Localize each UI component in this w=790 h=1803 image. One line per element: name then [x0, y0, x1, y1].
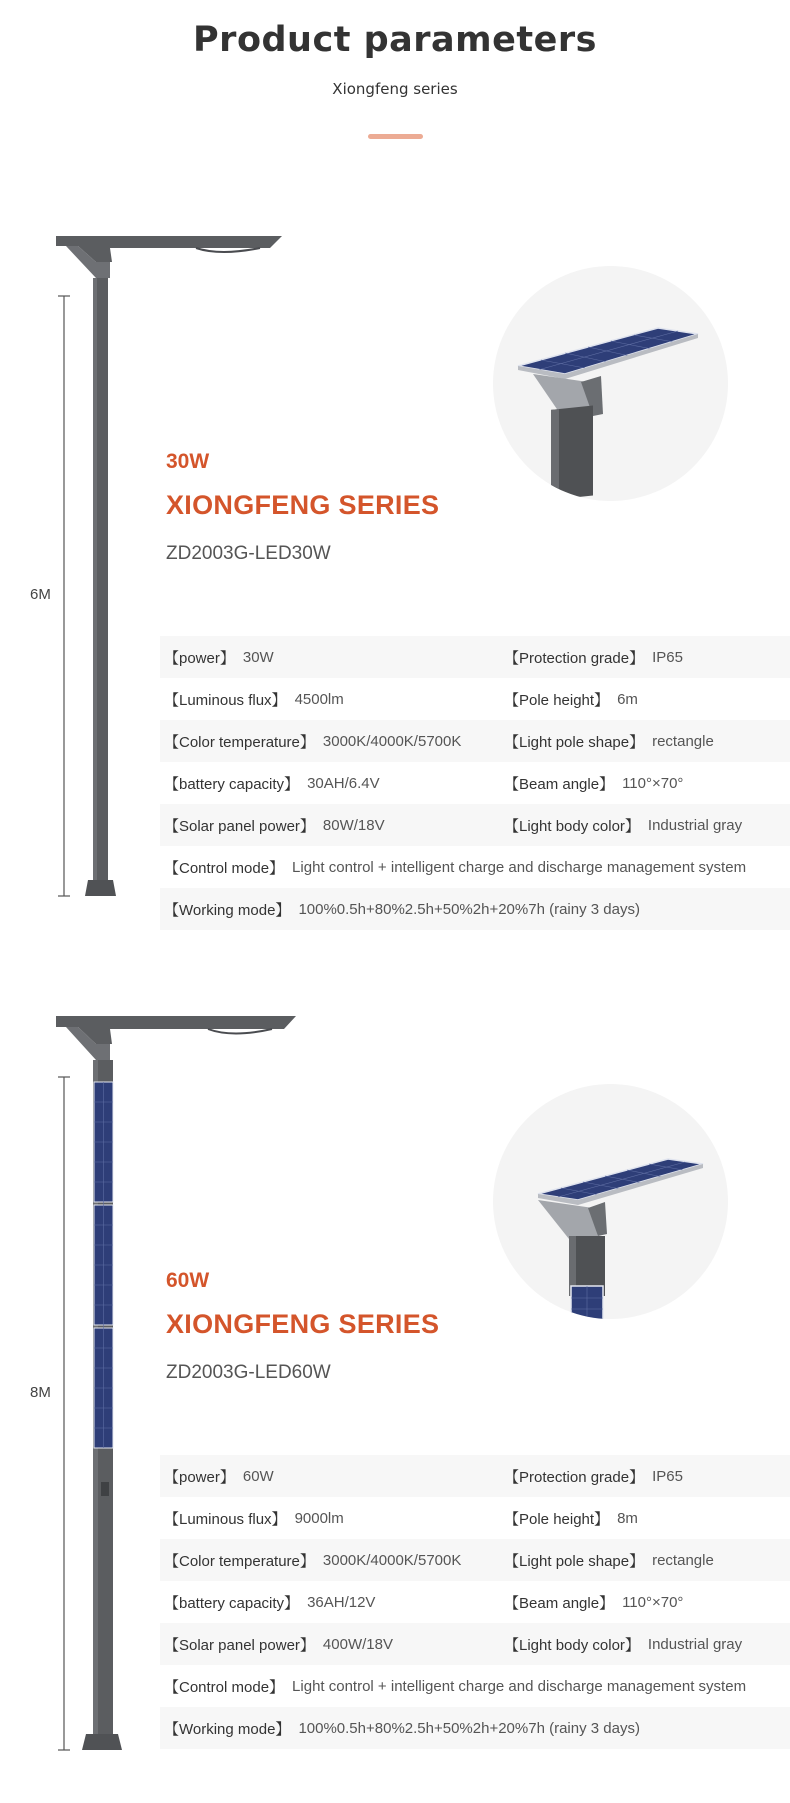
- spec-value: Light control + intelligent charge and discharge management system: [292, 858, 747, 876]
- spec-key: 【Light body color】: [504, 1636, 640, 1654]
- spec-value: 80W/18V: [322, 816, 385, 834]
- spec-value: IP65: [652, 648, 683, 666]
- spec-value: 9000lm: [294, 1509, 344, 1527]
- spec-value: 3000K/4000K/5700K: [322, 732, 462, 750]
- spec-value: 110°×70°: [622, 1593, 684, 1611]
- spec-key: 【Beam angle】: [504, 775, 615, 793]
- spec-row: [160, 1539, 790, 1581]
- spec-value: 4500lm: [294, 690, 344, 708]
- spec-value: 36AH/12V: [307, 1593, 376, 1611]
- product-series: XIONGFENG SERIES: [166, 1309, 440, 1339]
- spec-value: IP65: [652, 1467, 683, 1485]
- spec-key: 【Protection grade】: [504, 1468, 645, 1486]
- spec-key: 【Color temperature】: [164, 733, 315, 751]
- spec-row: [160, 1665, 790, 1707]
- spec-value: Industrial gray: [647, 1635, 743, 1653]
- spec-key: 【battery capacity】: [164, 775, 300, 793]
- spec-key: 【Luminous flux】: [164, 691, 287, 709]
- spec-key: 【Light body color】: [504, 817, 640, 835]
- spec-key: 【Solar panel power】: [164, 817, 315, 835]
- spec-row: [160, 1455, 790, 1497]
- lamp-head-thumbnail: [493, 1084, 728, 1319]
- spec-key: 【Working mode】: [164, 901, 291, 919]
- page-subtitle: Xiongfeng series: [332, 80, 458, 98]
- height-label: 8M: [30, 1384, 51, 1401]
- spec-key: 【Luminous flux】: [164, 1510, 287, 1528]
- spec-key: 【Pole height】: [504, 1510, 610, 1528]
- spec-key: 【Protection grade】: [504, 649, 645, 667]
- lamp-arm: [56, 1016, 296, 1044]
- height-label: 6M: [30, 586, 51, 603]
- lamp-cable: [208, 1029, 272, 1034]
- spec-value: Industrial gray: [647, 816, 743, 834]
- spec-value: 100%0.5h+80%2.5h+50%2h+20%7h (rainy 3 days): [298, 900, 640, 918]
- product-wattage: 60W: [166, 1269, 210, 1292]
- solar-panel-head: [538, 1159, 703, 1205]
- pole-solar-panels: [94, 1082, 113, 1448]
- spec-key: 【battery capacity】: [164, 1594, 300, 1612]
- spec-key: 【Light pole shape】: [504, 1552, 645, 1570]
- spec-value: 110°×70°: [622, 774, 684, 792]
- spec-key: 【Pole height】: [504, 691, 610, 709]
- spec-row: [160, 1623, 790, 1665]
- lamp-neck: [538, 1200, 598, 1239]
- spec-value: rectangle: [652, 732, 714, 750]
- spec-value: Light control + intelligent charge and discharge management system: [292, 1677, 747, 1695]
- spec-row: [160, 1497, 790, 1539]
- spec-key: 【Control mode】: [164, 1678, 285, 1696]
- product-series: XIONGFENG SERIES: [166, 490, 440, 520]
- height-dimension-line: [58, 1077, 70, 1750]
- product-model: ZD2003G-LED60W: [166, 1362, 331, 1383]
- spec-value: 60W: [242, 1467, 274, 1485]
- pole-base: [82, 1734, 122, 1750]
- spec-row: [160, 1707, 790, 1749]
- spec-value: 6m: [617, 690, 638, 708]
- spec-value: 400W/18V: [322, 1635, 393, 1653]
- spec-key: 【Light pole shape】: [504, 733, 645, 751]
- spec-value: rectangle: [652, 1551, 714, 1569]
- pole-solar-panel: [571, 1286, 603, 1319]
- spec-value: 30AH/6.4V: [307, 774, 380, 792]
- spec-key: 【power】: [164, 1468, 235, 1486]
- spec-key: 【power】: [164, 649, 235, 667]
- spec-key: 【Beam angle】: [504, 1594, 615, 1612]
- spec-value: 8m: [617, 1509, 638, 1527]
- spec-key: 【Working mode】: [164, 1720, 291, 1738]
- spec-value: 30W: [242, 648, 274, 666]
- spec-row: [160, 1581, 790, 1623]
- spec-key: 【Color temperature】: [164, 1552, 315, 1570]
- page-title: Product parameters: [193, 20, 597, 60]
- spec-table: [160, 1455, 790, 1749]
- spec-key: 【Solar panel power】: [164, 1636, 315, 1654]
- product-wattage: 30W: [166, 450, 210, 473]
- spec-key: 【Control mode】: [164, 859, 285, 877]
- product-model: ZD2003G-LED30W: [166, 543, 331, 564]
- pole-access-door: [101, 1482, 109, 1496]
- spec-value: 3000K/4000K/5700K: [322, 1551, 462, 1569]
- spec-value: 100%0.5h+80%2.5h+50%2h+20%7h (rainy 3 days): [298, 1719, 640, 1737]
